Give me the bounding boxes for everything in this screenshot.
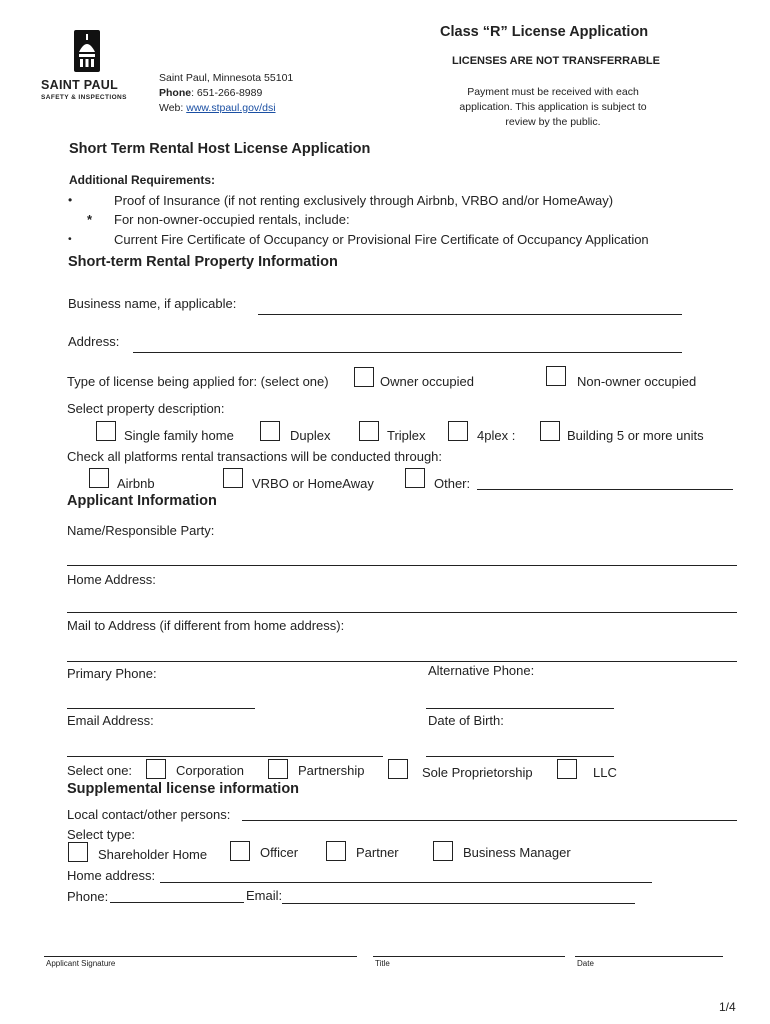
applicant-signature-label: Applicant Signature xyxy=(46,959,116,968)
office-address: Saint Paul, Minnesota 55101 xyxy=(159,72,294,84)
email-field[interactable] xyxy=(67,756,383,757)
transfer-notice: LICENSES ARE NOT TRANSFERRABLE xyxy=(452,55,660,67)
select-type-label: Select type: xyxy=(67,827,135,842)
business-name-field[interactable] xyxy=(258,314,682,315)
dob-field[interactable] xyxy=(426,756,614,757)
logo-wordmark: SAINT PAUL xyxy=(41,78,119,92)
supplemental-home-address-field[interactable] xyxy=(160,882,652,883)
shareholder-label: Shareholder Home xyxy=(98,847,208,862)
primary-phone-label: Primary Phone: xyxy=(67,666,157,681)
business-manager-label: Business Manager xyxy=(463,845,571,860)
payment-note: Payment must be received with each application. This application is subject to review by the public. xyxy=(459,86,647,128)
requirement-insurance: Proof of Insurance (if not renting exclusively through Airbnb, VRBO and/or HomeAway) xyxy=(114,193,614,208)
shareholder-checkbox[interactable] xyxy=(68,842,88,862)
partner-label: Partner xyxy=(356,845,399,860)
date-label: Date xyxy=(577,959,594,968)
website-link[interactable]: www.stpaul.gov/dsi xyxy=(186,102,276,114)
office-phone: Phone: 651-266-8989 xyxy=(159,87,263,99)
address-field[interactable] xyxy=(133,352,682,353)
bullet: • xyxy=(68,233,72,245)
sole-proprietorship-checkbox[interactable] xyxy=(388,759,408,779)
partnership-label: Partnership xyxy=(298,763,365,778)
entity-type-label: Select one: xyxy=(67,763,133,778)
applicant-signature-field[interactable] xyxy=(44,956,357,957)
primary-phone-field[interactable] xyxy=(67,708,255,709)
sole-proprietorship-label: Sole Proprietorship xyxy=(422,765,533,780)
email-label: Email Address: xyxy=(67,713,154,728)
building-5-checkbox[interactable] xyxy=(540,421,560,441)
supplemental-section-heading: Supplemental license information xyxy=(67,781,300,797)
supplemental-phone-field[interactable] xyxy=(110,902,244,903)
local-contact-field[interactable] xyxy=(242,820,737,821)
non-owner-occupied-checkbox[interactable] xyxy=(546,366,566,386)
4plex-checkbox[interactable] xyxy=(448,421,468,441)
single-family-label: Single family home xyxy=(124,428,234,443)
local-contact-label: Local contact/other persons: xyxy=(67,807,231,822)
duplex-checkbox[interactable] xyxy=(260,421,280,441)
name-field[interactable] xyxy=(67,565,737,566)
bullet: * xyxy=(87,212,93,227)
alt-phone-label: Alternative Phone: xyxy=(428,663,535,678)
license-type-label: Type of license being applied for: (select one) xyxy=(67,374,329,389)
page-title: Class “R” License Application xyxy=(440,24,649,40)
llc-checkbox[interactable] xyxy=(557,759,577,779)
business-manager-checkbox[interactable] xyxy=(433,841,453,861)
vrbo-checkbox[interactable] xyxy=(223,468,243,488)
supplemental-email-label: Email: xyxy=(246,888,283,903)
name-label: Name/Responsible Party: xyxy=(67,523,215,538)
saint-paul-logo-icon xyxy=(74,30,100,72)
requirements-heading: Additional Requirements: xyxy=(69,173,216,187)
llc-label: LLC xyxy=(593,765,617,780)
dob-label: Date of Birth: xyxy=(428,713,504,728)
corporation-label: Corporation xyxy=(176,763,244,778)
partnership-checkbox[interactable] xyxy=(268,759,288,779)
date-field[interactable] xyxy=(575,956,723,957)
title-field[interactable] xyxy=(373,956,565,957)
building-5-label: Building 5 or more units xyxy=(567,428,704,443)
airbnb-checkbox[interactable] xyxy=(89,468,109,488)
supplemental-email-field[interactable] xyxy=(282,903,635,904)
office-web: Web: www.stpaul.gov/dsi xyxy=(159,102,276,114)
property-description-label: Select property description: xyxy=(67,401,225,416)
airbnb-label: Airbnb xyxy=(117,476,155,491)
owner-occupied-label: Owner occupied xyxy=(380,374,474,389)
mail-address-field[interactable] xyxy=(67,661,737,662)
partner-checkbox[interactable] xyxy=(326,841,346,861)
vrbo-label: VRBO or HomeAway xyxy=(252,476,374,491)
mail-address-label: Mail to Address (if different from home address): xyxy=(67,618,345,633)
other-platform-field[interactable] xyxy=(477,489,733,490)
home-address-field[interactable] xyxy=(67,612,737,613)
non-owner-occupied-label: Non-owner occupied xyxy=(577,374,697,389)
home-address-label: Home Address: xyxy=(67,572,156,587)
corporation-checkbox[interactable] xyxy=(146,759,166,779)
title-label: Title xyxy=(375,959,390,968)
other-platform-checkbox[interactable] xyxy=(405,468,425,488)
business-name-label: Business name, if applicable: xyxy=(68,296,237,311)
requirement-fire-certificate: Current Fire Certificate of Occupancy or Provisional Fire Certificate of Occupancy Application xyxy=(114,232,649,247)
supplemental-phone-label: Phone: xyxy=(67,889,109,904)
bullet: • xyxy=(68,193,73,207)
supplemental-home-address-label: Home address: xyxy=(67,868,156,883)
officer-checkbox[interactable] xyxy=(230,841,250,861)
officer-label: Officer xyxy=(260,845,299,860)
triplex-checkbox[interactable] xyxy=(359,421,379,441)
single-family-checkbox[interactable] xyxy=(96,421,116,441)
alt-phone-field[interactable] xyxy=(426,708,614,709)
applicant-section-heading: Applicant Information xyxy=(67,493,217,509)
other-platform-label: Other: xyxy=(434,476,471,491)
property-section-heading: Short-term Rental Property Information xyxy=(68,254,338,270)
triplex-label: Triplex xyxy=(387,428,426,443)
address-label: Address: xyxy=(68,334,120,349)
requirement-non-owner: For non-owner-occupied rentals, include: xyxy=(114,212,350,227)
form-title: Short Term Rental Host License Application xyxy=(69,141,371,157)
4plex-label: 4plex : xyxy=(477,428,516,443)
page-number: 1/4 xyxy=(719,1000,736,1014)
logo-subtitle: SAFETY & INSPECTIONS xyxy=(41,94,127,101)
duplex-label: Duplex xyxy=(290,428,331,443)
platforms-label: Check all platforms rental transactions will be conducted through: xyxy=(67,449,443,464)
owner-occupied-checkbox[interactable] xyxy=(354,367,374,387)
